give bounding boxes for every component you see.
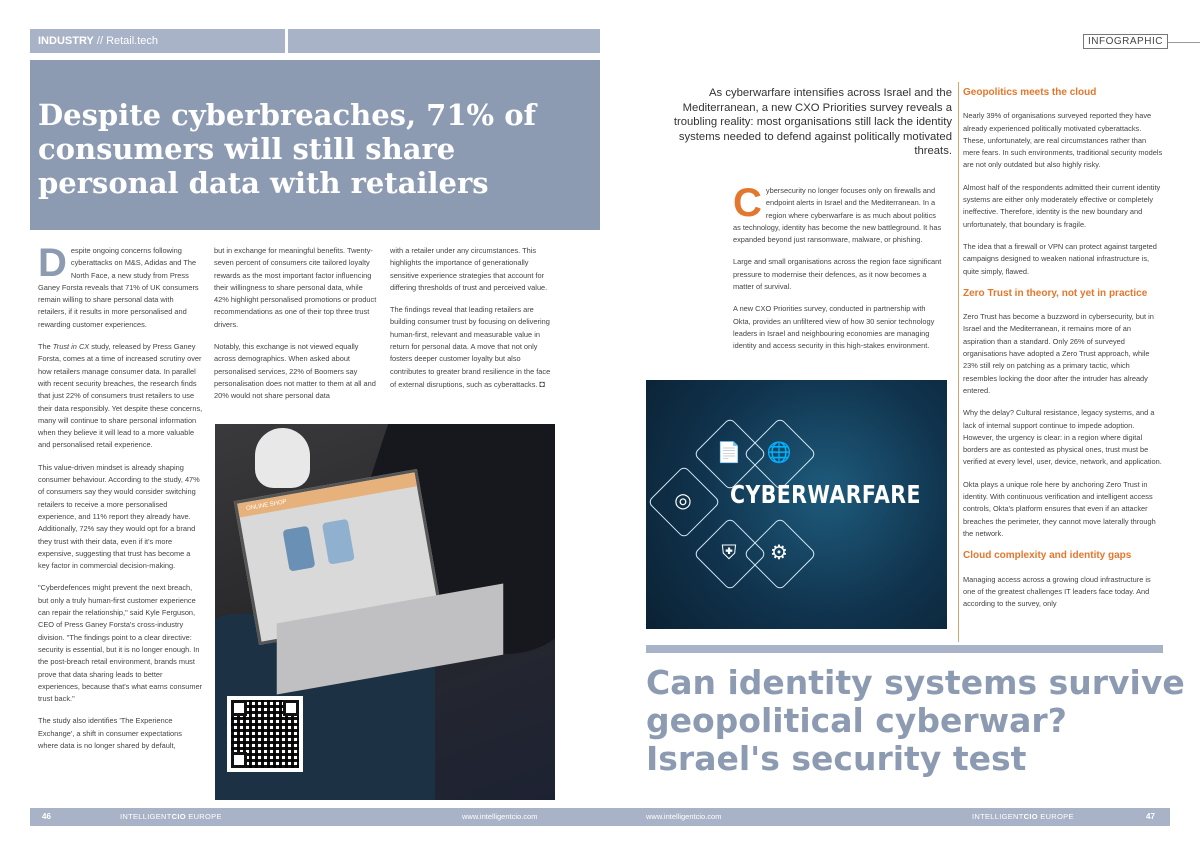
paragraph: espite ongoing concerns following cyberattacks on M&S, Adidas and The North Face, a new study from Press Ganey Forsta reveals that 71% of UK consumers remain willing to share personal data with retailers, if it results in more personalised and rewarding customer experiences. bbox=[38, 246, 199, 329]
paragraph: with a retailer under any circumstances. This highlights the importance of generationally sensitive experience strategies that account for differing thresholds of trust and perceived value. bbox=[390, 246, 548, 292]
page-number: 47 bbox=[1146, 812, 1155, 821]
paragraph: The idea that a firewall or VPN can protect against targeted campaigns designed to weaken national infrastructure is, quite simply, flawed. bbox=[963, 241, 1157, 276]
paragraph: Managing access across a growing cloud infrastructure is one of the greatest challenges IT leaders face today. And according to the survey, only bbox=[963, 574, 1151, 609]
paragraph: The study also identifies 'The Experience Exchange', a shift in consumer expectations where data is no longer shared by default, bbox=[38, 716, 182, 750]
paragraph: Notably, this exchange is not viewed equally across demographics. When asked about personalised services, 22% of Boomers say personalisation does not matter to them at all and 20% would not share personal data bbox=[214, 342, 376, 401]
right-body-column bbox=[733, 181, 945, 363]
infographic-tag: INFOGRAPHIC bbox=[1083, 34, 1168, 49]
brand-part: EUROPE bbox=[185, 812, 222, 821]
shield-icon: ⛨ bbox=[721, 542, 737, 564]
shop-screen-label: ONLINE SHOP bbox=[245, 499, 288, 513]
end-mark-icon: ◘ bbox=[539, 378, 545, 389]
laptop-photo bbox=[215, 424, 555, 800]
left-column-2 bbox=[214, 245, 379, 413]
target-icon: ◎ bbox=[674, 490, 692, 512]
dropcap-d: D bbox=[38, 241, 67, 285]
paragraph: Large and small organisations across the region face significant pressure to modernise their defences, as it now becomes a matter of survival. bbox=[733, 257, 942, 292]
subheading: Geopolitics meets the cloud bbox=[963, 87, 1097, 98]
right-page-title: Can identity systems survive geopolitical cyberwar? Israel's security test bbox=[646, 663, 1185, 778]
right-sidebar-column bbox=[963, 87, 1163, 620]
paragraph: but in exchange for meaningful benefits. Twenty-seven percent of consumers cite tailored loyalty rewards as the most important factor influencing their willingness to share personal data, while 42% highlight personalised promotions or product recommendations as one of their top three trust drivers. bbox=[214, 246, 377, 329]
shirt-image bbox=[283, 526, 316, 572]
subheading: Cloud complexity and identity gaps bbox=[963, 550, 1132, 562]
qr-finder bbox=[283, 700, 299, 716]
brain-gear-icon: ⚙ bbox=[770, 542, 788, 564]
section-header bbox=[30, 29, 285, 53]
brand-part: CIO bbox=[171, 812, 186, 821]
paragraph: This value-driven mindset is already shaping consumer behaviour. According to the study, 47% of consumers say they would consider switching retailers to receive a more personalised experience, and 11% report they already have. Additionally, 72% say they would opt for a brand they trust with their data, even if it's more expensive, suggesting that trust has become a key factor in commercial decision-making. bbox=[38, 462, 200, 571]
qr-code-icon[interactable] bbox=[227, 696, 303, 772]
qr-finder bbox=[231, 752, 247, 768]
study-name: Trust in CX bbox=[52, 342, 90, 352]
paragraph-fragment: The bbox=[38, 342, 53, 352]
paragraph: A new CXO Priorities survey, conducted in partnership with Okta, provides an unfiltered view of how 30 senior technology leaders in Israel and neighbouring economies are managing identity and access security in this high-stakes environment. bbox=[733, 304, 935, 351]
paragraph: The findings reveal that leading retailers are building consumer trust by focusing on delivering human-first, relevant and measurable value in return for personal data. A move that not only fosters deeper customer loyalty but also contributes to greater brand resilience in the face of external disruptions, such as cyberattacks. bbox=[390, 305, 551, 389]
paragraph: Nearly 39% of organisations surveyed reported they have already experienced politically motivated cyberattacks. These, unfortunately, are real circumstances rather than mere fears. In such environments, traditional security models are not only outdated but also highly risky. bbox=[963, 111, 1163, 170]
paragraph: Okta plays a unique role here by anchoring Zero Trust in identity. With continuous verification and intelligent access controls, Okta's platform ensures that even if an attacker breaches the perimeter, they cannot move laterally through the network. bbox=[963, 479, 1156, 538]
globe-icon: 🌐 bbox=[766, 442, 792, 464]
qr-finder bbox=[231, 700, 247, 716]
footer-brand bbox=[120, 808, 222, 826]
section-label: INDUSTRY bbox=[38, 35, 94, 47]
quote-paragraph: "Cyberdefences might prevent the next breach, but only a truly human-first customer experience can repair the relationship," said Kyle Ferguson, CEO of Press Ganey Forsta's cross-industry division. "The findings point to a clear directive: security is essential, but it is no longer enough. In the post-breach retail environment, brands must prove that data sharing leads to better experiences, because that's what earns consumer trust back." bbox=[38, 583, 203, 704]
footer-url[interactable]: www.intelligentcio.com bbox=[646, 812, 722, 821]
graphic-title: CYBERWARFARE bbox=[730, 480, 921, 509]
dropcap-c: C bbox=[733, 181, 762, 225]
brand-part: EUROPE bbox=[1037, 812, 1074, 821]
page-number: 46 bbox=[42, 812, 51, 821]
brand-part: INTELLIGENT bbox=[120, 812, 172, 821]
paragraph: ybersecurity no longer focuses only on firewalls and endpoint alerts in Israel and the Mediterranean. In a region where cyberwarfare is as much about politics as technology, identity has become the new battleground. It has expanded beyond just ransomware, malware, or phishing. bbox=[733, 186, 942, 245]
shirt-image bbox=[322, 519, 355, 565]
title-panel bbox=[30, 60, 600, 230]
document-icon: 📄 bbox=[716, 442, 742, 464]
footer-right bbox=[600, 808, 1170, 826]
page-title: Despite cyberbreaches, 71% of consumers will still share personal data with retailers bbox=[38, 98, 537, 200]
brand-part: INTELLIGENT bbox=[972, 812, 1024, 821]
cyberwarfare-graphic bbox=[646, 380, 947, 629]
tag-rule bbox=[1165, 42, 1200, 43]
left-column-3 bbox=[390, 245, 555, 401]
brand-part: CIO bbox=[1023, 812, 1038, 821]
section-separator: // bbox=[93, 35, 107, 47]
paragraph: Zero Trust has become a buzzword in cybersecurity, but in Israel and the Mediterranean, it remains more of an aspiration than a standard. Only 26% of surveyed organisations have adopted a Zero Trust approach, while 23% still rely on patching as a primary tactic, which resembles locking the door after the intruder has already entered. bbox=[963, 312, 1154, 395]
subheading: Zero Trust in theory, not yet in practice bbox=[963, 287, 1148, 299]
column-divider bbox=[958, 82, 959, 642]
title-rule bbox=[646, 645, 1163, 653]
photo-sneaker bbox=[255, 428, 310, 488]
footer-brand bbox=[972, 808, 1074, 826]
paragraph-fragment: study, released by Press Ganey Forsta, comes at a time of increased scrutiny over how retailers manage consumer data. In parallel with recent security breaches, the research finds that just 22% of consumers trust retailers to use their data responsibly. Yet despite these concerns, many will continue to share personal information when they believe it will lead to a more valuable and personalised retail experience. bbox=[38, 342, 203, 450]
left-column-1 bbox=[38, 241, 203, 762]
header-bar-extension bbox=[288, 29, 600, 53]
subsection-label: Retail.tech bbox=[106, 35, 159, 47]
footer-url[interactable]: www.intelligentcio.com bbox=[462, 812, 538, 821]
paragraph: Almost half of the respondents admitted their current identity systems are either only moderately effective or completely ineffective. Therefore, identity is the new boundary and unfortunately, that boundary is fragile. bbox=[963, 182, 1161, 229]
paragraph: Why the delay? Cultural resistance, legacy systems, and a lack of internal support continue to impede adoption. However, the urgency is clear: in a region where digital borders are as contested as physical ones, trust must be verified at every level, user, device, network, and application. bbox=[963, 408, 1162, 467]
footer-left bbox=[30, 808, 600, 826]
intro-standfirst: As cyberwarfare intensifies across Israel and the Mediterranean, a new CXO Priorities survey reveals a troubling reality: most organisations still lack the identity systems needed to defend against politically motivated threats. bbox=[673, 87, 952, 158]
